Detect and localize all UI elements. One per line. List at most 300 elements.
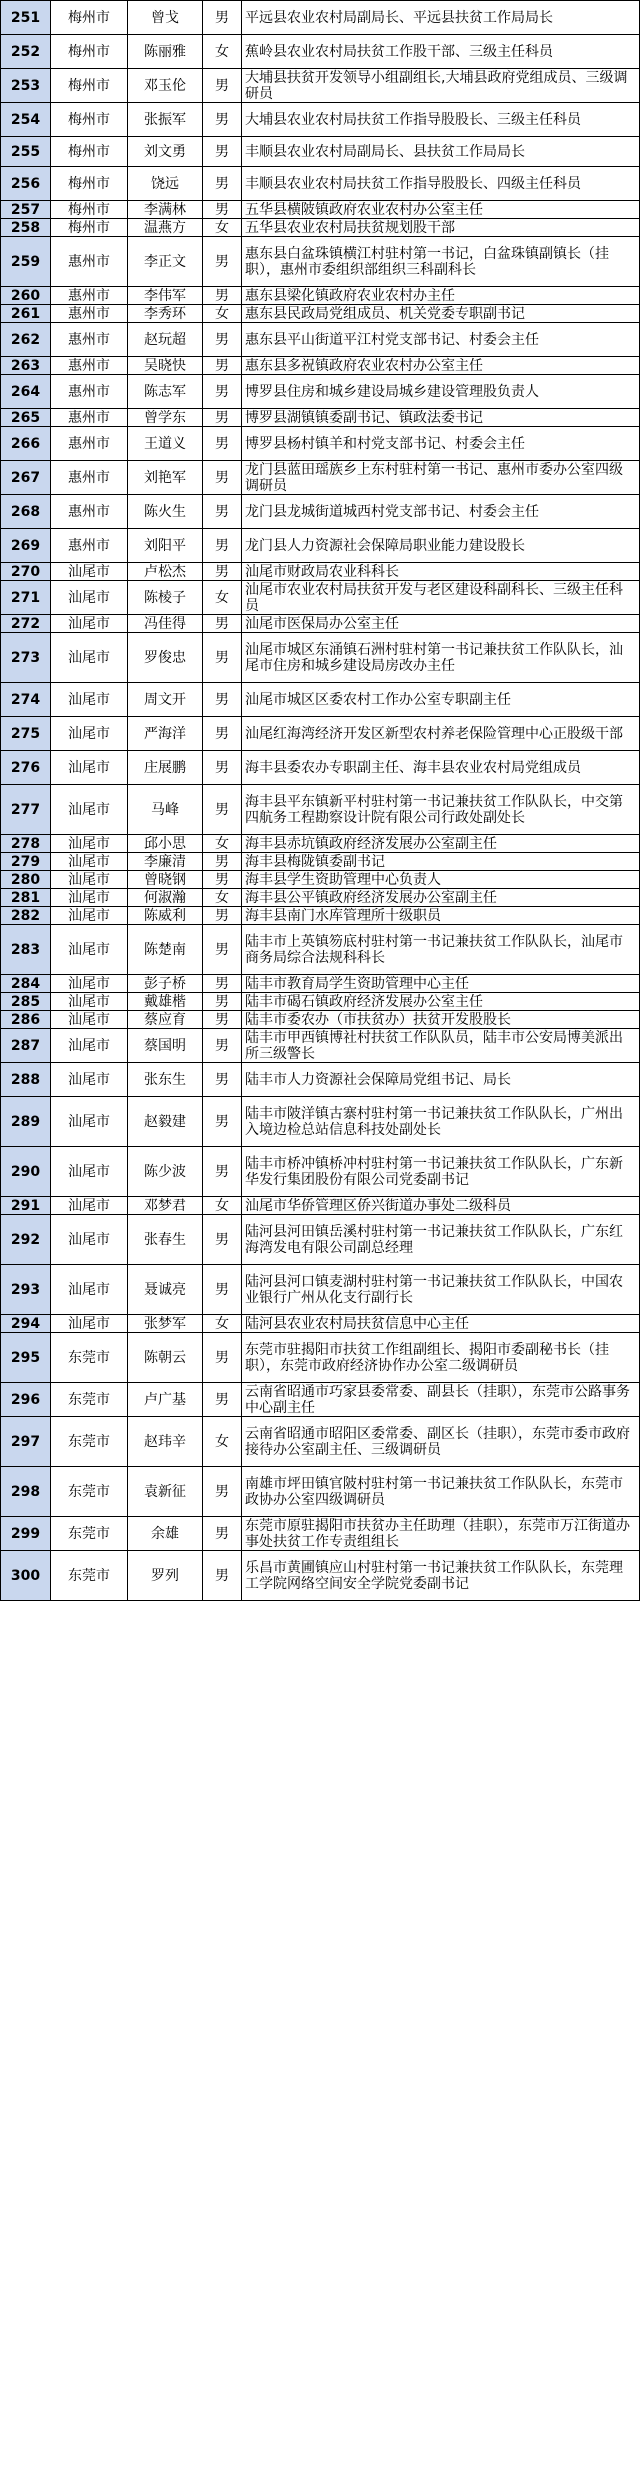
gender-cell: 男 <box>203 237 242 287</box>
row-number: 269 <box>1 529 51 563</box>
name-cell: 陈棱子 <box>128 581 203 615</box>
city-cell: 梅州市 <box>51 137 128 167</box>
position-cell: 惠东县多祝镇政府农业农村办公室主任 <box>242 357 640 375</box>
city-cell: 汕尾市 <box>51 1029 128 1063</box>
position-cell: 陆河县农业农村局扶贫信息中心主任 <box>242 1315 640 1333</box>
position-cell: 博罗县湖镇镇委副书记、镇政法委书记 <box>242 409 640 427</box>
name-cell: 刘艳军 <box>128 461 203 495</box>
position-cell: 陆丰市甲西镇博社村扶贫工作队队员，陆丰市公安局博美派出所三级警长 <box>242 1029 640 1063</box>
table-row <box>1 993 640 1011</box>
position-cell: 汕尾红海湾经济开发区新型农村养老保险管理中心正股级干部 <box>242 717 640 751</box>
city-cell: 东莞市 <box>51 1467 128 1517</box>
position-cell: 海丰县赤坑镇政府经济发展办公室副主任 <box>242 835 640 853</box>
position-cell: 丰顺县农业农村局副局长、县扶贫工作局局长 <box>242 137 640 167</box>
city-cell: 梅州市 <box>51 1 128 35</box>
row-number: 276 <box>1 751 51 785</box>
gender-cell: 男 <box>203 975 242 993</box>
name-cell: 李廉清 <box>128 853 203 871</box>
row-number: 254 <box>1 103 51 137</box>
name-cell: 蔡应育 <box>128 1011 203 1029</box>
gender-cell: 男 <box>203 925 242 975</box>
table-row <box>1 717 640 751</box>
gender-cell: 男 <box>203 409 242 427</box>
position-cell: 海丰县南门水库管理所十级职员 <box>242 907 640 925</box>
position-cell: 汕尾市城区东涌镇石洲村驻村第一书记兼扶贫工作队队长，汕尾市住房和城乡建设局房改办主任 <box>242 633 640 683</box>
name-cell: 何淑瀚 <box>128 889 203 907</box>
name-cell: 李满林 <box>128 201 203 219</box>
table-row <box>1 871 640 889</box>
row-number: 278 <box>1 835 51 853</box>
gender-cell: 男 <box>203 287 242 305</box>
position-cell: 陆丰市陂洋镇古寨村驻村第一书记兼扶贫工作队队长，广州出入境边检总站信息科技处副处长 <box>242 1097 640 1147</box>
city-cell: 惠州市 <box>51 409 128 427</box>
city-cell: 汕尾市 <box>51 1063 128 1097</box>
city-cell: 汕尾市 <box>51 925 128 975</box>
name-cell: 温燕方 <box>128 219 203 237</box>
gender-cell: 男 <box>203 1467 242 1517</box>
row-number: 298 <box>1 1467 51 1517</box>
city-cell: 汕尾市 <box>51 563 128 581</box>
position-cell: 五华县农业农村局扶贫规划股干部 <box>242 219 640 237</box>
position-cell: 陆丰市桥冲镇桥冲村驻村第一书记兼扶贫工作队队长，广东新华发行集团股份有限公司党委副书记 <box>242 1147 640 1197</box>
city-cell: 惠州市 <box>51 529 128 563</box>
row-number: 271 <box>1 581 51 615</box>
gender-cell: 女 <box>203 1315 242 1333</box>
city-cell: 汕尾市 <box>51 633 128 683</box>
position-cell: 云南省昭通市巧家县委常委、副县长（挂职），东莞市公路事务中心副主任 <box>242 1383 640 1417</box>
position-cell: 蕉岭县农业农村局扶贫工作股干部、三级主任科员 <box>242 35 640 69</box>
city-cell: 惠州市 <box>51 237 128 287</box>
gender-cell: 男 <box>203 137 242 167</box>
gender-cell: 男 <box>203 461 242 495</box>
position-cell: 丰顺县农业农村局扶贫工作指导股股长、四级主任科员 <box>242 167 640 201</box>
city-cell: 梅州市 <box>51 35 128 69</box>
gender-cell: 男 <box>203 683 242 717</box>
table-row <box>1 925 640 975</box>
name-cell: 冯佳得 <box>128 615 203 633</box>
city-cell: 惠州市 <box>51 357 128 375</box>
city-cell: 汕尾市 <box>51 581 128 615</box>
name-cell: 蔡国明 <box>128 1029 203 1063</box>
city-cell: 汕尾市 <box>51 835 128 853</box>
table-row <box>1 683 640 717</box>
row-number: 255 <box>1 137 51 167</box>
name-cell: 吴晓快 <box>128 357 203 375</box>
city-cell: 汕尾市 <box>51 1011 128 1029</box>
city-cell: 汕尾市 <box>51 1215 128 1265</box>
name-cell: 罗俊忠 <box>128 633 203 683</box>
row-number: 275 <box>1 717 51 751</box>
table-row <box>1 1215 640 1265</box>
gender-cell: 男 <box>203 357 242 375</box>
gender-cell: 男 <box>203 1215 242 1265</box>
row-number: 281 <box>1 889 51 907</box>
gender-cell: 男 <box>203 993 242 1011</box>
position-cell: 陆丰市教育局学生资助管理中心主任 <box>242 975 640 993</box>
table-row <box>1 563 640 581</box>
city-cell: 汕尾市 <box>51 751 128 785</box>
gender-cell: 男 <box>203 1063 242 1097</box>
row-number: 287 <box>1 1029 51 1063</box>
table-row <box>1 167 640 201</box>
gender-cell: 男 <box>203 853 242 871</box>
position-cell: 东莞市原驻揭阳市扶贫办主任助理（挂职），东莞市万江街道办事处扶贫工作专责组组长 <box>242 1517 640 1551</box>
name-cell: 赵玩超 <box>128 323 203 357</box>
table-row <box>1 495 640 529</box>
position-cell: 海丰县梅陇镇委副书记 <box>242 853 640 871</box>
row-number: 260 <box>1 287 51 305</box>
row-number: 283 <box>1 925 51 975</box>
gender-cell: 男 <box>203 1 242 35</box>
gender-cell: 男 <box>203 167 242 201</box>
city-cell: 汕尾市 <box>51 993 128 1011</box>
gender-cell: 男 <box>203 1517 242 1551</box>
position-cell: 五华县横陂镇政府农业农村办公室主任 <box>242 201 640 219</box>
row-number: 268 <box>1 495 51 529</box>
name-cell: 卢广基 <box>128 1383 203 1417</box>
position-cell: 大埔县农业农村局扶贫工作指导股股长、三级主任科员 <box>242 103 640 137</box>
name-cell: 李伟军 <box>128 287 203 305</box>
gender-cell: 男 <box>203 785 242 835</box>
position-cell: 陆河县河口镇麦湖村驻村第一书记兼扶贫工作队队长，中国农业银行广州从化支行副行长 <box>242 1265 640 1315</box>
position-cell: 博罗县杨村镇羊和村党支部书记、村委会主任 <box>242 427 640 461</box>
gender-cell: 男 <box>203 375 242 409</box>
position-cell: 龙门县蓝田瑶族乡上东村驻村第一书记、惠州市委办公室四级调研员 <box>242 461 640 495</box>
gender-cell: 男 <box>203 871 242 889</box>
row-number: 257 <box>1 201 51 219</box>
gender-cell: 男 <box>203 201 242 219</box>
table-row <box>1 615 640 633</box>
position-cell: 海丰县公平镇政府经济发展办公室副主任 <box>242 889 640 907</box>
row-number: 273 <box>1 633 51 683</box>
name-cell: 戴雄楷 <box>128 993 203 1011</box>
table-row <box>1 219 640 237</box>
table-row <box>1 1265 640 1315</box>
table-row <box>1 137 640 167</box>
position-cell: 陆丰市委农办（市扶贫办）扶贫开发股股长 <box>242 1011 640 1029</box>
gender-cell: 男 <box>203 495 242 529</box>
table-row <box>1 633 640 683</box>
row-number: 292 <box>1 1215 51 1265</box>
city-cell: 惠州市 <box>51 427 128 461</box>
row-number: 274 <box>1 683 51 717</box>
table-row <box>1 35 640 69</box>
table-row <box>1 1029 640 1063</box>
position-cell: 汕尾市医保局办公室主任 <box>242 615 640 633</box>
city-cell: 汕尾市 <box>51 853 128 871</box>
position-cell: 汕尾市农业农村局扶贫开发与老区建设科副科长、三级主任科员 <box>242 581 640 615</box>
city-cell: 惠州市 <box>51 495 128 529</box>
name-cell: 邓梦君 <box>128 1197 203 1215</box>
name-cell: 余雄 <box>128 1517 203 1551</box>
table-row <box>1 103 640 137</box>
table-row <box>1 751 640 785</box>
row-number: 289 <box>1 1097 51 1147</box>
gender-cell: 女 <box>203 35 242 69</box>
name-cell: 庄展鹏 <box>128 751 203 785</box>
position-cell: 博罗县住房和城乡建设局城乡建设管理股负责人 <box>242 375 640 409</box>
table-row <box>1 69 640 103</box>
position-cell: 龙门县人力资源社会保障局职业能力建设股长 <box>242 529 640 563</box>
gender-cell: 男 <box>203 1551 242 1601</box>
table-row <box>1 1147 640 1197</box>
position-cell: 海丰县学生资助管理中心负责人 <box>242 871 640 889</box>
position-cell: 陆丰市上英镇笏底村驻村第一书记兼扶贫工作队队长，汕尾市商务局综合法规科科长 <box>242 925 640 975</box>
row-number: 286 <box>1 1011 51 1029</box>
row-number: 280 <box>1 871 51 889</box>
table-row <box>1 907 640 925</box>
city-cell: 东莞市 <box>51 1517 128 1551</box>
table-row <box>1 305 640 323</box>
gender-cell: 男 <box>203 529 242 563</box>
row-number: 279 <box>1 853 51 871</box>
name-cell: 陈朝云 <box>128 1333 203 1383</box>
position-cell: 汕尾市华侨管理区侨兴街道办事处二级科员 <box>242 1197 640 1215</box>
gender-cell: 女 <box>203 835 242 853</box>
name-cell: 张振军 <box>128 103 203 137</box>
position-cell: 乐昌市黄圃镇应山村驻村第一书记兼扶贫工作队队长，东莞理工学院网络空间安全学院党委副书记 <box>242 1551 640 1601</box>
row-number: 288 <box>1 1063 51 1097</box>
name-cell: 张梦军 <box>128 1315 203 1333</box>
city-cell: 汕尾市 <box>51 1265 128 1315</box>
gender-cell: 女 <box>203 305 242 323</box>
row-number: 262 <box>1 323 51 357</box>
row-number: 295 <box>1 1333 51 1383</box>
name-cell: 刘阳平 <box>128 529 203 563</box>
gender-cell: 男 <box>203 1029 242 1063</box>
position-cell: 惠东县梁化镇政府农业农村办主任 <box>242 287 640 305</box>
city-cell: 汕尾市 <box>51 871 128 889</box>
table-row <box>1 1197 640 1215</box>
city-cell: 惠州市 <box>51 375 128 409</box>
name-cell: 邓玉伦 <box>128 69 203 103</box>
city-cell: 汕尾市 <box>51 785 128 835</box>
city-cell: 汕尾市 <box>51 1315 128 1333</box>
row-number: 264 <box>1 375 51 409</box>
gender-cell: 男 <box>203 1265 242 1315</box>
name-cell: 赵玮辛 <box>128 1417 203 1467</box>
row-number: 282 <box>1 907 51 925</box>
gender-cell: 男 <box>203 103 242 137</box>
city-cell: 汕尾市 <box>51 1197 128 1215</box>
gender-cell: 男 <box>203 1333 242 1383</box>
position-cell: 汕尾市财政局农业科科长 <box>242 563 640 581</box>
position-cell: 汕尾市城区区委农村工作办公室专职副主任 <box>242 683 640 717</box>
row-number: 300 <box>1 1551 51 1601</box>
table-row <box>1 357 640 375</box>
gender-cell: 男 <box>203 633 242 683</box>
gender-cell: 男 <box>203 1011 242 1029</box>
table-row <box>1 1 640 35</box>
table-row <box>1 461 640 495</box>
table-row <box>1 785 640 835</box>
row-number: 252 <box>1 35 51 69</box>
gender-cell: 男 <box>203 1147 242 1197</box>
name-cell: 李秀环 <box>128 305 203 323</box>
position-cell: 东莞市驻揭阳市扶贫工作组副组长、揭阳市委副秘书长（挂职），东莞市政府经济协作办公室二级调研员 <box>242 1333 640 1383</box>
city-cell: 惠州市 <box>51 461 128 495</box>
gender-cell: 男 <box>203 323 242 357</box>
table-row <box>1 1097 640 1147</box>
city-cell: 梅州市 <box>51 201 128 219</box>
table-row <box>1 287 640 305</box>
name-cell: 张东生 <box>128 1063 203 1097</box>
name-cell: 马峰 <box>128 785 203 835</box>
row-number: 263 <box>1 357 51 375</box>
position-cell: 陆河县河田镇岳溪村驻村第一书记兼扶贫工作队队长，广东红海湾发电有限公司副总经理 <box>242 1215 640 1265</box>
city-cell: 梅州市 <box>51 167 128 201</box>
city-cell: 汕尾市 <box>51 1147 128 1197</box>
city-cell: 汕尾市 <box>51 907 128 925</box>
table-row <box>1 1333 640 1383</box>
row-number: 261 <box>1 305 51 323</box>
name-cell: 陈火生 <box>128 495 203 529</box>
position-cell: 陆丰市人力资源社会保障局党组书记、局长 <box>242 1063 640 1097</box>
city-cell: 惠州市 <box>51 305 128 323</box>
gender-cell: 男 <box>203 717 242 751</box>
row-number: 270 <box>1 563 51 581</box>
gender-cell: 女 <box>203 219 242 237</box>
gender-cell: 女 <box>203 1197 242 1215</box>
table-row <box>1 835 640 853</box>
city-cell: 梅州市 <box>51 103 128 137</box>
name-cell: 彭子桥 <box>128 975 203 993</box>
table-row <box>1 201 640 219</box>
name-cell: 曾学东 <box>128 409 203 427</box>
table-row <box>1 1315 640 1333</box>
name-cell: 张春生 <box>128 1215 203 1265</box>
city-cell: 汕尾市 <box>51 717 128 751</box>
position-cell: 陆丰市碣石镇政府经济发展办公室主任 <box>242 993 640 1011</box>
row-number: 265 <box>1 409 51 427</box>
name-cell: 罗列 <box>128 1551 203 1601</box>
city-cell: 东莞市 <box>51 1333 128 1383</box>
position-cell: 惠东县平山街道平江村党支部书记、村委会主任 <box>242 323 640 357</box>
city-cell: 惠州市 <box>51 287 128 305</box>
name-cell: 邱小思 <box>128 835 203 853</box>
name-cell: 袁新征 <box>128 1467 203 1517</box>
city-cell: 汕尾市 <box>51 889 128 907</box>
gender-cell: 男 <box>203 427 242 461</box>
city-cell: 东莞市 <box>51 1383 128 1417</box>
name-cell: 卢松杰 <box>128 563 203 581</box>
name-cell: 刘文勇 <box>128 137 203 167</box>
name-cell: 聂诚亮 <box>128 1265 203 1315</box>
row-number: 258 <box>1 219 51 237</box>
table-row <box>1 375 640 409</box>
row-number: 297 <box>1 1417 51 1467</box>
table-row <box>1 323 640 357</box>
row-number: 251 <box>1 1 51 35</box>
table-row <box>1 409 640 427</box>
city-cell: 惠州市 <box>51 323 128 357</box>
position-cell: 海丰县平东镇新平村驻村第一书记兼扶贫工作队队长，中交第四航务工程勘察设计院有限公司行政处副处长 <box>242 785 640 835</box>
name-cell: 曾戈 <box>128 1 203 35</box>
row-number: 299 <box>1 1517 51 1551</box>
position-cell: 海丰县委农办专职副主任、海丰县农业农村局党组成员 <box>242 751 640 785</box>
table-row <box>1 1011 640 1029</box>
gender-cell: 女 <box>203 581 242 615</box>
row-number: 272 <box>1 615 51 633</box>
row-number: 253 <box>1 69 51 103</box>
table-row <box>1 1417 640 1467</box>
position-cell: 大埔县扶贫开发领导小组副组长,大埔县政府党组成员、三级调研员 <box>242 69 640 103</box>
row-number: 290 <box>1 1147 51 1197</box>
row-number: 294 <box>1 1315 51 1333</box>
row-number: 259 <box>1 237 51 287</box>
gender-cell: 男 <box>203 1097 242 1147</box>
gender-cell: 男 <box>203 1383 242 1417</box>
table-row <box>1 975 640 993</box>
gender-cell: 男 <box>203 907 242 925</box>
name-cell: 周文开 <box>128 683 203 717</box>
row-number: 277 <box>1 785 51 835</box>
table-row <box>1 1517 640 1551</box>
city-cell: 汕尾市 <box>51 975 128 993</box>
row-number: 266 <box>1 427 51 461</box>
gender-cell: 男 <box>203 751 242 785</box>
row-number: 291 <box>1 1197 51 1215</box>
name-cell: 陈志军 <box>128 375 203 409</box>
gender-cell: 男 <box>203 69 242 103</box>
table-row <box>1 1063 640 1097</box>
row-number: 284 <box>1 975 51 993</box>
table-row <box>1 889 640 907</box>
row-number: 285 <box>1 993 51 1011</box>
row-number: 293 <box>1 1265 51 1315</box>
name-cell: 赵毅建 <box>128 1097 203 1147</box>
name-cell: 饶远 <box>128 167 203 201</box>
position-cell: 南雄市坪田镇官陂村驻村第一书记兼扶贫工作队队长，东莞市政协办公室四级调研员 <box>242 1467 640 1517</box>
city-cell: 梅州市 <box>51 69 128 103</box>
name-cell: 陈威利 <box>128 907 203 925</box>
name-cell: 陈少波 <box>128 1147 203 1197</box>
name-cell: 曾晓钢 <box>128 871 203 889</box>
gender-cell: 女 <box>203 1417 242 1467</box>
gender-cell: 男 <box>203 563 242 581</box>
row-number: 296 <box>1 1383 51 1417</box>
table-row <box>1 1467 640 1517</box>
name-cell: 陈丽雅 <box>128 35 203 69</box>
position-cell: 龙门县龙城街道城西村党支部书记、村委会主任 <box>242 495 640 529</box>
position-cell: 惠东县民政局党组成员、机关党委专职副书记 <box>242 305 640 323</box>
city-cell: 汕尾市 <box>51 683 128 717</box>
city-cell: 汕尾市 <box>51 615 128 633</box>
table-row <box>1 1383 640 1417</box>
name-cell: 陈楚南 <box>128 925 203 975</box>
position-cell: 云南省昭通市昭阳区委常委、副区长（挂职），东莞市委市政府接待办公室副主任、三级调研员 <box>242 1417 640 1467</box>
name-cell: 李正文 <box>128 237 203 287</box>
city-cell: 东莞市 <box>51 1551 128 1601</box>
city-cell: 梅州市 <box>51 219 128 237</box>
table-row <box>1 529 640 563</box>
city-cell: 东莞市 <box>51 1417 128 1467</box>
table-row <box>1 427 640 461</box>
row-number: 256 <box>1 167 51 201</box>
position-cell: 惠东县白盆珠镇横江村驻村第一书记，白盆珠镇副镇长（挂职），惠州市委组织部组织三科副科长 <box>242 237 640 287</box>
name-cell: 王道义 <box>128 427 203 461</box>
name-cell: 严海洋 <box>128 717 203 751</box>
table-row <box>1 581 640 615</box>
city-cell: 汕尾市 <box>51 1097 128 1147</box>
gender-cell: 男 <box>203 615 242 633</box>
row-number: 267 <box>1 461 51 495</box>
table-row <box>1 853 640 871</box>
table-body <box>1 1 640 1601</box>
gender-cell: 女 <box>203 889 242 907</box>
position-cell: 平远县农业农村局副局长、平远县扶贫工作局局长 <box>242 1 640 35</box>
table-row <box>1 237 640 287</box>
